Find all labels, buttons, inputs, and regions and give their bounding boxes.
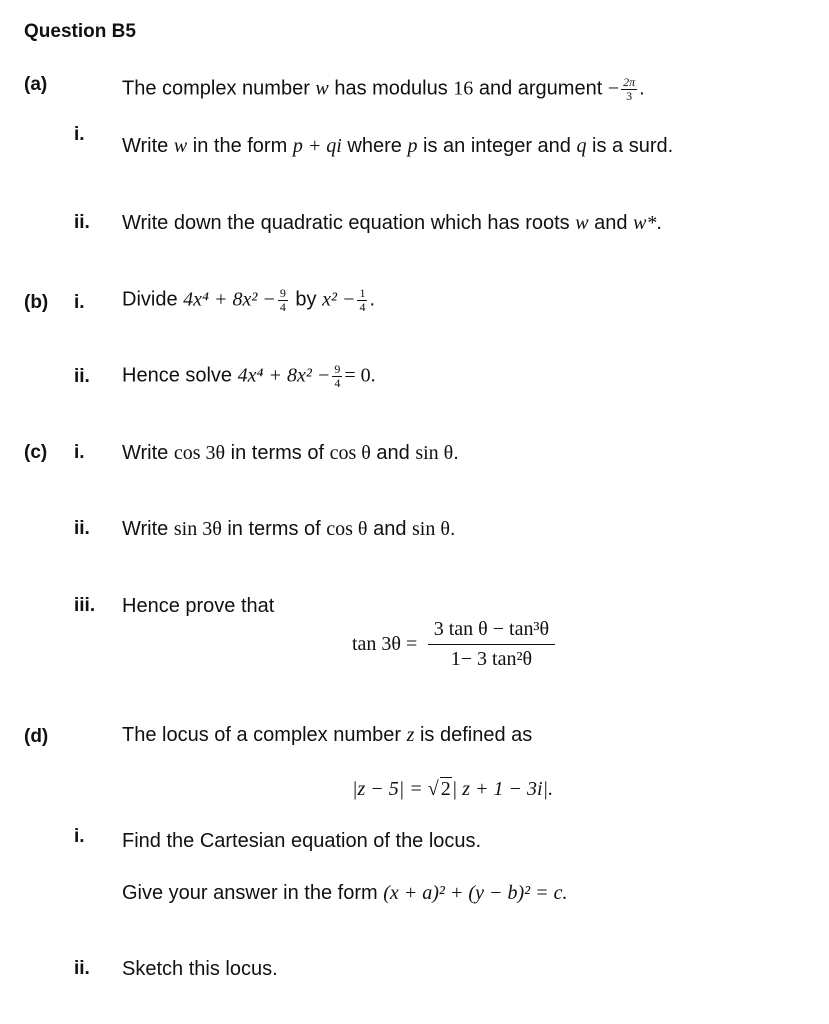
part-b-ii-label: ii. (74, 366, 90, 387)
part-d-ii-text: Sketch this locus. (122, 958, 278, 980)
part-d-i-form: Give your answer in the form (x + a)² + (y − b)² = c. (122, 882, 568, 904)
tan-identity: tan 3θ = $\frac{\text{3 tan θ − tan³θ}}{\text{1− 3 tan²θ}}$ (352, 618, 555, 671)
part-b-i-text: Divide 4x⁴ + 8x² − $\frac{9}{4}$ by x² − $\frac{1}{4}$ . (122, 286, 376, 314)
part-d-i-label: i. (74, 826, 85, 847)
part-c-ii-label: ii. (74, 518, 90, 539)
locus-equation: |z − 5| = √ 2| z + 1 − 3i|. (352, 778, 554, 800)
part-c-i-label: i. (74, 442, 85, 463)
part-a-i-label: i. (74, 124, 85, 145)
part-a-intro: The complex number w has modulus 16 and argument − $\frac{2\pi}{3}$ . (122, 75, 645, 103)
part-a-label: (a) (24, 74, 48, 95)
part-d-intro: The locus of a complex number z is defined as (122, 724, 533, 746)
argument-fraction: $\frac{2\pi}{3}$ (623, 75, 636, 103)
part-b-label: (b) (24, 292, 49, 313)
part-d-i-text: Find the Cartesian equation of the locus. (122, 830, 482, 852)
part-c-iii-label: iii. (74, 595, 96, 616)
part-a-ii-label: ii. (74, 212, 90, 233)
part-c-iii-text: Hence prove that (122, 595, 275, 617)
question-title: Question B5 (24, 21, 136, 42)
part-d-ii-label: ii. (74, 958, 90, 979)
part-a-i-text: Write w in the form p + qi where p is an integer and q is a surd. (122, 135, 674, 157)
part-c-i-text: Write cos 3θ in terms of cos θ and sin θ. (122, 442, 459, 464)
part-c-ii-text: Write sin 3θ in terms of cos θ and sin θ. (122, 518, 456, 540)
part-b-ii-text: Hence solve 4x⁴ + 8x² − $\frac{9}{4}$ = 0. (122, 362, 376, 390)
part-d-label: (d) (24, 726, 49, 747)
part-a-ii-text: Write down the quadratic equation which has roots w and w*. (122, 212, 662, 234)
part-b-i-label: i. (74, 292, 85, 313)
part-c-label: (c) (24, 442, 48, 463)
